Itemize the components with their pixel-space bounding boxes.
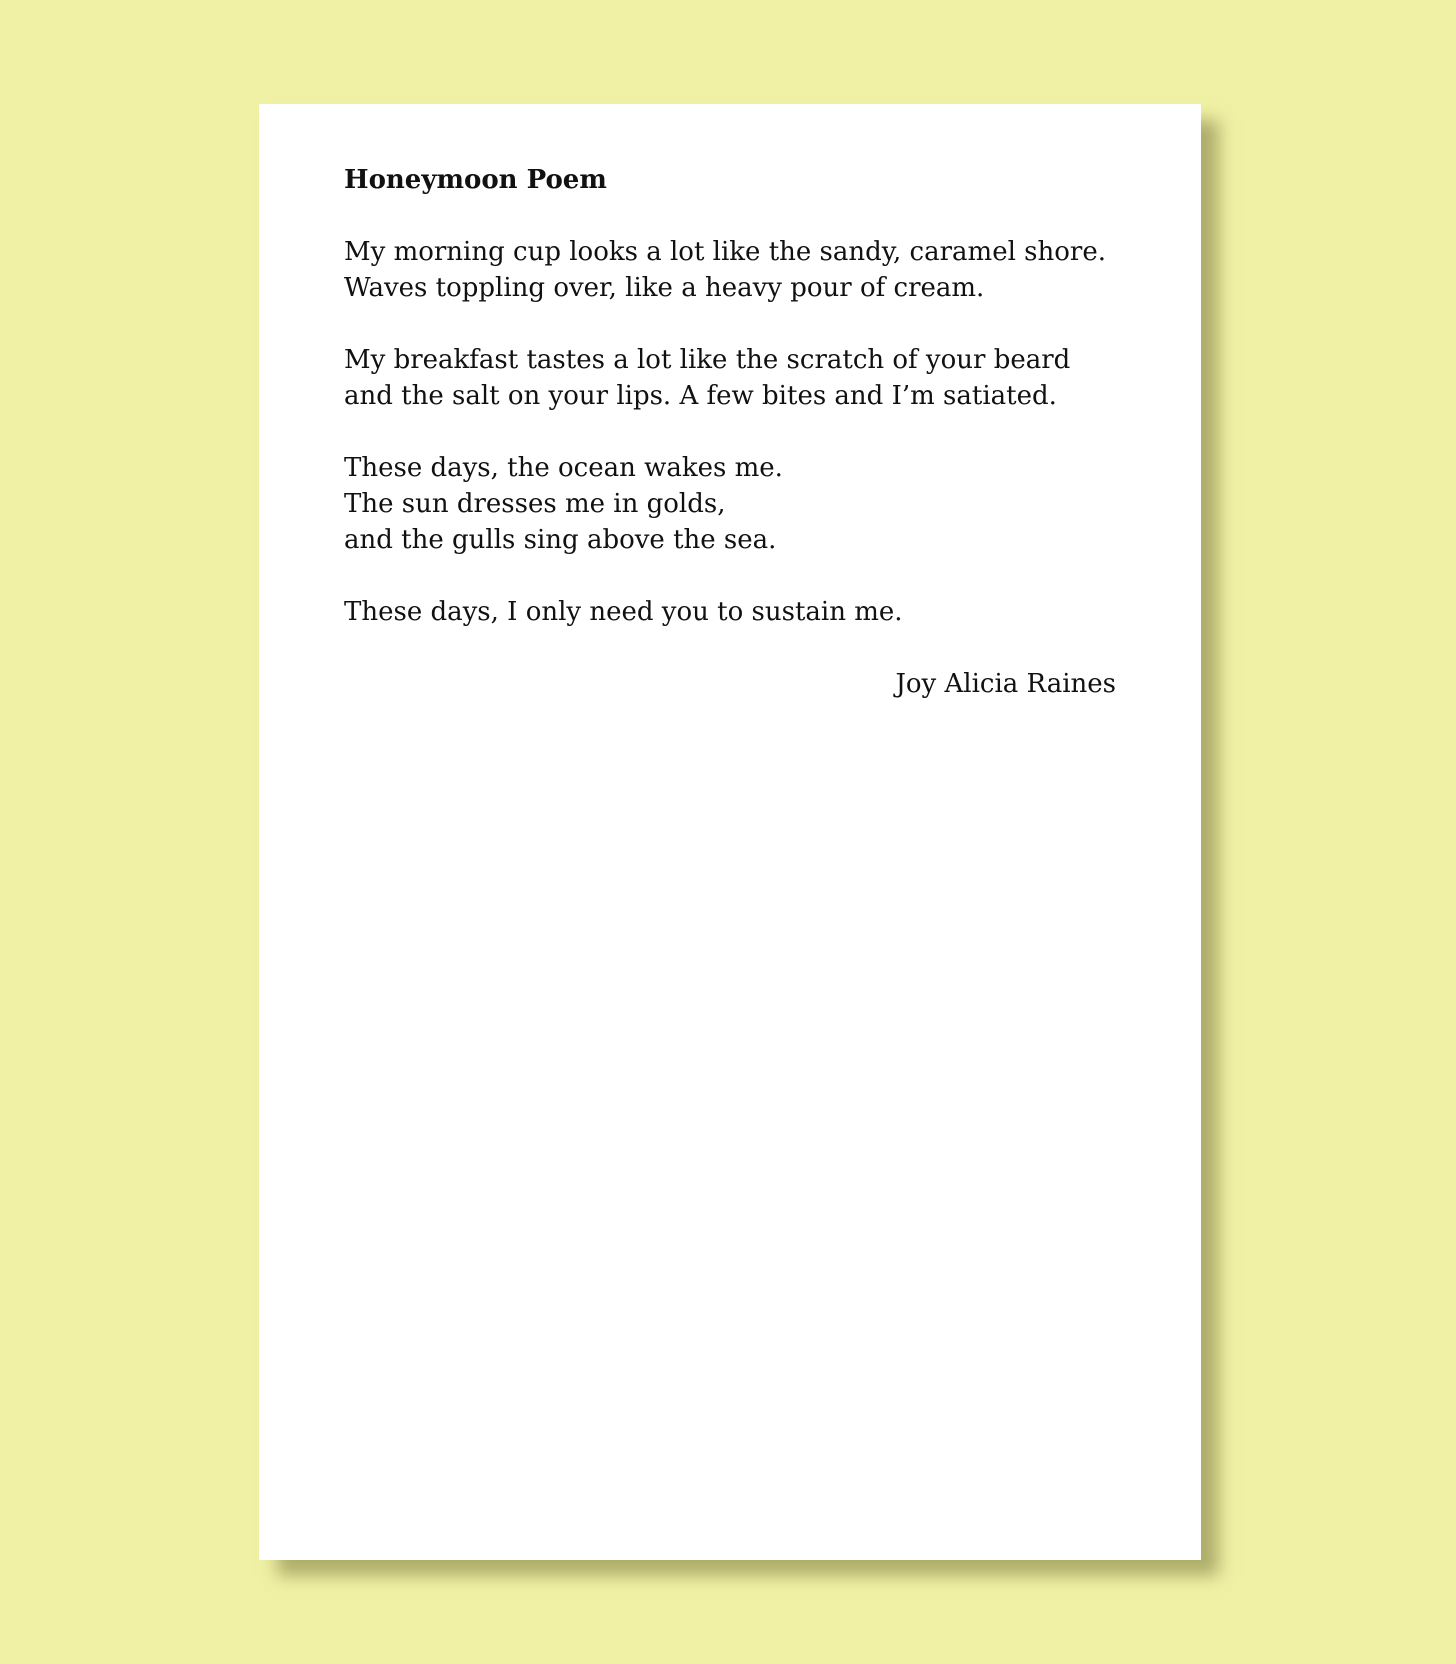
poem-line: My morning cup looks a lot like the sandy, caramel shore. <box>344 237 1106 267</box>
poem-line: and the gulls sing above the sea. <box>344 525 777 555</box>
poem-line: These days, I only need you to sustain me. <box>344 597 903 627</box>
poem-page <box>259 104 1201 1560</box>
stanza-3 <box>344 450 1116 558</box>
poem-line: The sun dresses me in golds, <box>344 489 726 519</box>
poem-line: and the salt on your lips. A few bites and I’m satiated. <box>344 381 1057 411</box>
stanza-4 <box>344 594 1116 630</box>
poem-line: My breakfast tastes a lot like the scratch of your beard <box>344 345 1071 375</box>
poem-line: Waves toppling over, like a heavy pour of cream. <box>344 273 985 303</box>
stanza-2 <box>344 342 1116 414</box>
poem-author: Joy Alicia Raines <box>895 669 1116 699</box>
poem-line: These days, the ocean wakes me. <box>344 453 783 483</box>
poem-content <box>344 162 1116 702</box>
poem-title: Honeymoon Poem <box>344 165 607 195</box>
stanza-1 <box>344 234 1116 306</box>
